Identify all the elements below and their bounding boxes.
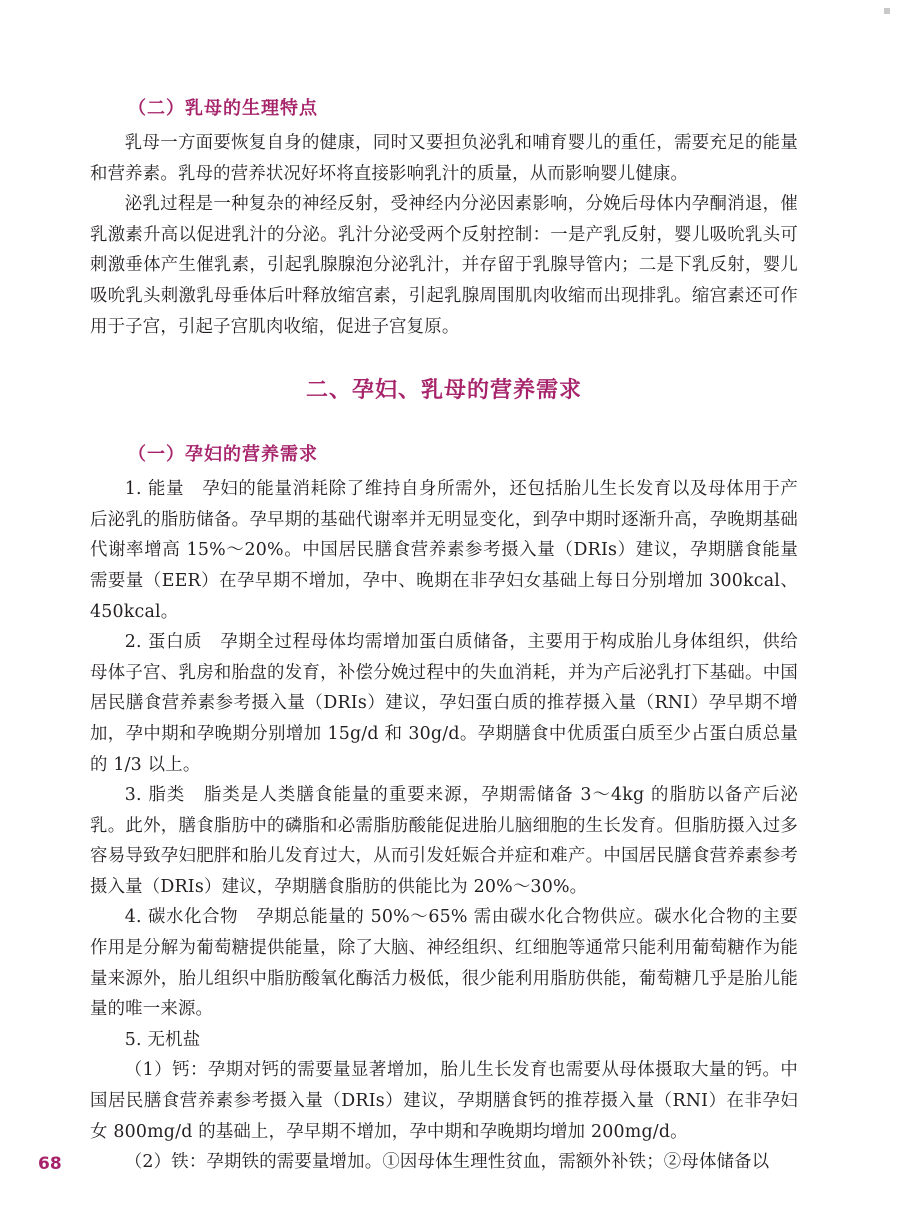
paragraph: 泌乳过程是一种复杂的神经反射，受神经内分泌因素影响，分娩后母体内孕酮消退，催乳激素升高以促进乳汁的分泌。乳汁分泌受两个反射控制：一是产乳反射，婴儿吸吮乳头可刺激垂体产生催乳素，引起乳腺腺泡分泌乳汁，并存留于乳腺导管内；二是下乳反射，婴儿吸吮乳头刺激乳母垂体后叶释放缩宫素，引起乳腺周围肌肉收缩而出现排乳。缩宫素还可作用于子宫，引起子宫肌肉收缩，促进子宫复原。 [90, 194, 798, 337]
paragraph-minerals: 5. 无机盐 [124, 1029, 201, 1050]
chapter-title: 二、孕妇、乳母的营养需求 [305, 378, 582, 404]
paragraph-carbohydrates: 4. 碳水化合物 孕期总能量的 50%～65% 需由碳水化合物供应。碳水化合物的主要作用是分解为葡萄糖提供能量，除了大脑、神经组织、红细胞等通常只能利用葡萄糖作为能量来源外，胎儿组织中脂肪酸氧化酶活力极低，很少能利用脂肪供能，葡萄糖几乎是胎儿能量的唯一来源。 [90, 907, 798, 1020]
paragraph-protein: 2. 蛋白质 孕期全过程母体均需增加蛋白质储备，主要用于构成胎儿身体组织，供给母体子宫、乳房和胎盘的发育，补偿分娩过程中的失血消耗，并为产后泌乳打下基础。中国居民膳食营养素参考摄入量（DRIs）建议，孕妇蛋白质的推荐摄入量（RNI）孕早期不增加，孕中期和孕晚期分别增加 15g/d 和 30g/d。孕期膳食中优质蛋白质至少占蛋白质总量的 1/3 以上。 [90, 632, 798, 775]
page-number: 68 [38, 1154, 62, 1174]
paragraph-lipids: 3. 脂类 脂类是人类膳食能量的重要来源，孕期需储备 3～4kg 的脂肪以备产后泌乳。此外，膳食脂肪中的磷脂和必需脂肪酸能促进胎儿脑细胞的生长发育。但脂肪摄入过多容易导致孕妇肥胖和胎儿发育过大，从而引发妊娠合并症和难产。中国居民膳食营养素参考摄入量（DRIs）建议，孕期膳食脂肪的供能比为 20%～30%。 [90, 785, 798, 897]
paragraph-iron: （2）铁：孕期铁的需要量增加。①因母体生理性贫血，需额外补铁；②母体储备以 [124, 1152, 770, 1173]
section-heading-lactating-physiology: （二）乳母的生理特点 [128, 98, 318, 119]
paragraph: 乳母一方面要恢复自身的健康，同时又要担负泌乳和哺育婴儿的重任，需要充足的能量和营养素。乳母的营养状况好坏将直接影响乳汁的质量，从而影响婴儿健康。 [90, 133, 798, 184]
section-heading-pregnant-nutrition: （一）孕妇的营养需求 [128, 444, 318, 466]
corner-mark [884, 8, 890, 14]
paragraph-energy: 1. 能量 孕妇的能量消耗除了维持自身所需外，还包括胎儿生长发育以及母体用于产后泌乳的脂肪储备。孕早期的基础代谢率并无明显变化，到孕中期时逐渐升高，孕晚期基础代谢率增高 15%～20%。中国居民膳食营养素参考摄入量（DRIs）建议，孕期膳食能量需要量（EER）在孕早期不增加，孕中、晚期在非孕妇女基础上每日分别增加 300kcal、450kcal。 [90, 479, 798, 622]
page-content [90, 96, 798, 1178]
paragraph-calcium: （1）钙：孕期对钙的需要量显著增加，胎儿生长发育也需要从母体摄取大量的钙。中国居民膳食营养素参考摄入量（DRIs）建议，孕期膳食钙的推荐摄入量（RNI）在非孕妇女 800mg/d 的基础上，孕早期不增加，孕中期和孕晚期均增加 200mg/d。 [90, 1060, 798, 1142]
